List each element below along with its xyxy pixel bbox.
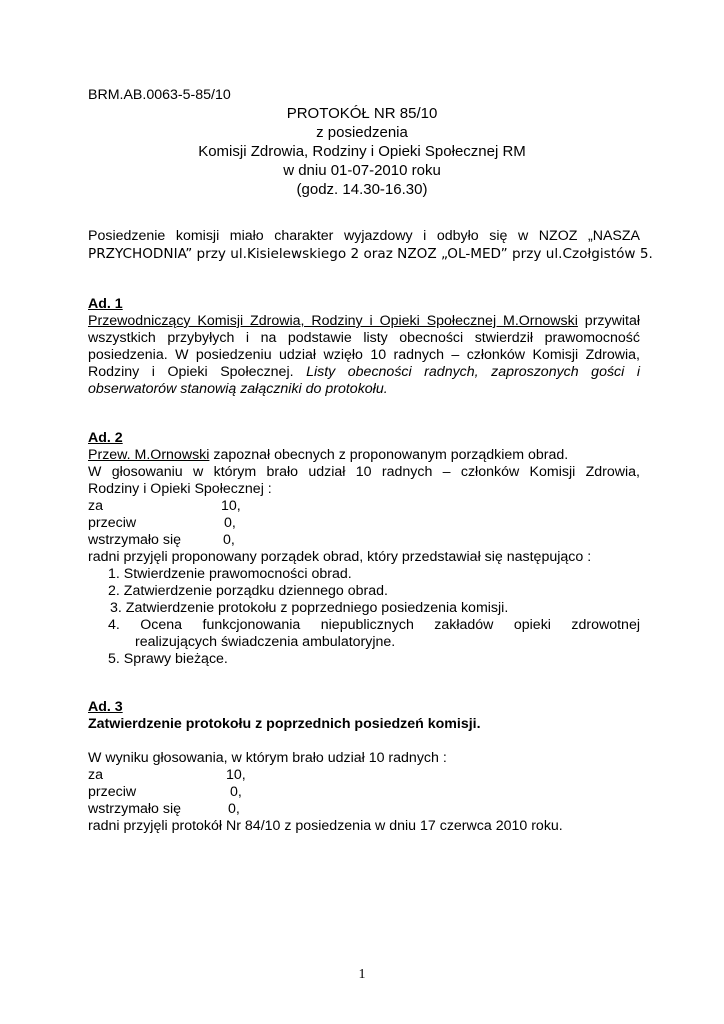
- ad1-heading: Ad. 1: [88, 296, 123, 312]
- ad2-vote-value-against: 0,: [224, 515, 236, 531]
- ad2-vote-label-abstain: wstrzymało się: [88, 532, 182, 548]
- ad2-line-2: W głosowaniu w którym brało udział 10 radnych – członków Komisji Zdrowia,: [88, 464, 640, 480]
- agenda-item: 2. Zatwierdzenie porządku dziennego obrad.: [108, 583, 388, 599]
- meeting-hours: (godz. 14.30-16.30): [296, 181, 428, 198]
- ad2-chair-name: Przew. M.Ornowski: [88, 447, 210, 463]
- ad2-vote-value-abstain: 0,: [223, 532, 235, 548]
- ad3-conclusion: radni przyjęli protokół Nr 84/10 z posiedzenia w dniu 17 czerwca 2010 roku.: [88, 818, 563, 834]
- document-title: PROTOKÓŁ NR 85/10: [286, 105, 438, 122]
- document-reference: BRM.AB.0063-5-85/10: [88, 87, 231, 103]
- ad3-vote-label-for: za: [88, 767, 103, 783]
- ad3-vote-value-abstain: 0,: [228, 801, 240, 817]
- ad3-vote-label-abstain: wstrzymało się: [88, 801, 182, 817]
- ad2-line-1: [88, 447, 568, 464]
- agenda-item: 5. Sprawy bieżące.: [108, 651, 228, 667]
- ad1-line-5: obserwatorów stanowią załączniki do protokołu.: [88, 381, 388, 397]
- ad2-vote-label-against: przeciw: [88, 515, 137, 531]
- page-number: 1: [358, 967, 366, 982]
- ad1-line-4-plain: Rodziny i Opieki Społecznej.: [88, 364, 307, 380]
- agenda-item: 4. Ocena funkcjonowania niepublicznych zakładów opieki zdrowotnej: [108, 617, 640, 633]
- meeting-date: w dniu 01-07-2010 roku: [283, 162, 441, 179]
- agenda-item-continuation: realizujących świadczenia ambulatoryjne.: [135, 634, 396, 650]
- agenda-item: 3. Zatwierdzenie protokołu z poprzedniego posiedzenia komisji.: [110, 600, 509, 616]
- committee-name: Komisji Zdrowia, Rodziny i Opieki Społecznej RM: [198, 143, 526, 160]
- ad1-line-2: wszystkich przybyłych i na podstawie listy obecności stwierdził prawomocność: [88, 330, 640, 346]
- ad3-subheading: Zatwierdzenie protokołu z poprzednich posiedzeń komisji.: [88, 716, 481, 732]
- ad1-line-1: [88, 313, 640, 330]
- ad3-vote-label-against: przeciw: [88, 784, 137, 800]
- ad1-line-4-italic: Listy obecności radnych, zaproszonych gości i: [306, 364, 640, 380]
- intro-line-2: PRZYCHODNIA” przy ul.Kisielewskiego 2 oraz NZOZ „OL-MED” przy ul.Czołgistów 5.: [88, 246, 653, 262]
- ad1-line-3: posiedzenia. W posiedzeniu udział wzięło 10 radnych – członków Komisji Zdrowia,: [88, 347, 640, 363]
- ad2-heading: Ad. 2: [88, 430, 123, 446]
- ad2-vote-value-for: 10,: [221, 498, 241, 514]
- ad2-line-1-rest: zapoznał obecnych z proponowanym porządkiem obrad.: [209, 447, 569, 463]
- ad1-line-4: [88, 364, 640, 381]
- ad3-vote-value-against: 0,: [230, 784, 242, 800]
- ad2-line-3: Rodziny i Opieki Społecznej :: [88, 481, 272, 497]
- ad2-vote-label-for: za: [88, 498, 103, 514]
- agenda-item: 1. Stwierdzenie prawomocności obrad.: [108, 566, 352, 582]
- ad1-line-1-rest: przywitał: [577, 313, 640, 329]
- ad3-vote-value-for: 10,: [226, 767, 246, 783]
- ad1-chair-name: Przewodniczący Komisji Zdrowia, Rodziny i Opieki Społecznej M.Ornowski: [88, 313, 578, 329]
- ad3-heading: Ad. 3: [88, 699, 123, 715]
- ad2-conclusion: radni przyjęli proponowany porządek obrad, który przedstawiał się następująco :: [88, 549, 592, 565]
- ad3-line-1: W wyniku głosowania, w którym brało udział 10 radnych :: [88, 750, 447, 766]
- intro-line-1: Posiedzenie komisji miało charakter wyjazdowy i odbyło się w NZOZ „NASZA: [88, 228, 640, 244]
- document-subtitle: z posiedzenia: [316, 124, 408, 141]
